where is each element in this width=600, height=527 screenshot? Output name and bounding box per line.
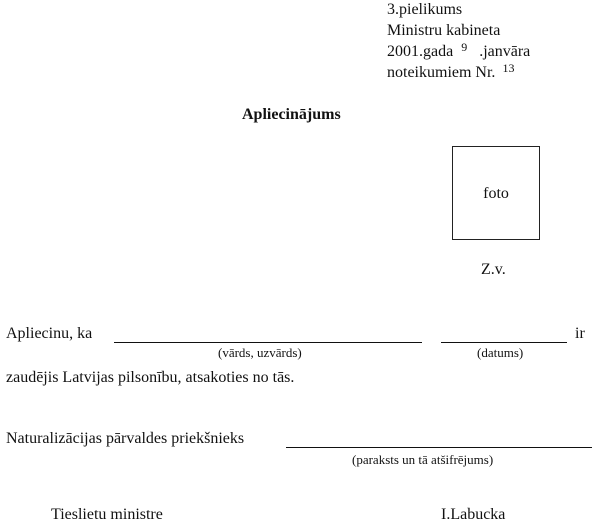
name-caption: (vārds, uzvārds)	[218, 345, 302, 360]
photo-placeholder	[452, 146, 540, 240]
signature-blank-line	[286, 447, 592, 448]
regulation-label: noteikumiem Nr.	[387, 64, 496, 81]
minister-title: Tieslietu ministre	[51, 506, 163, 523]
certify-lead-text: Apliecinu, ka	[6, 325, 93, 342]
annex-number: 3.pielikums	[387, 1, 463, 18]
date-blank-line	[441, 342, 567, 343]
regulation-date	[387, 40, 531, 61]
signature-caption: (paraksts un tā atšifrējums)	[352, 452, 494, 467]
date-caption: (datums)	[477, 345, 524, 360]
regulation-day: 9	[461, 40, 468, 54]
regulation-month: .janvāra	[479, 43, 531, 60]
signatory-position: Naturalizācijas pārvaldes priekšnieks	[6, 430, 245, 447]
stamp-place-label: Z.v.	[481, 261, 506, 278]
word-ir: ir	[575, 325, 585, 342]
certify-continuation-text: zaudējis Latvijas pilsonību, atsakoties no tās.	[6, 369, 295, 386]
regulation-year: 2001.gada	[387, 43, 454, 60]
minister-name: I.Labucka	[441, 506, 506, 523]
photo-label: foto	[483, 185, 509, 202]
regulation-reference	[387, 61, 515, 82]
issuing-body: Ministru kabineta	[387, 22, 501, 39]
name-blank-line	[114, 342, 422, 343]
regulation-number: 13	[502, 61, 515, 75]
document-title: Apliecinājums	[242, 106, 341, 123]
